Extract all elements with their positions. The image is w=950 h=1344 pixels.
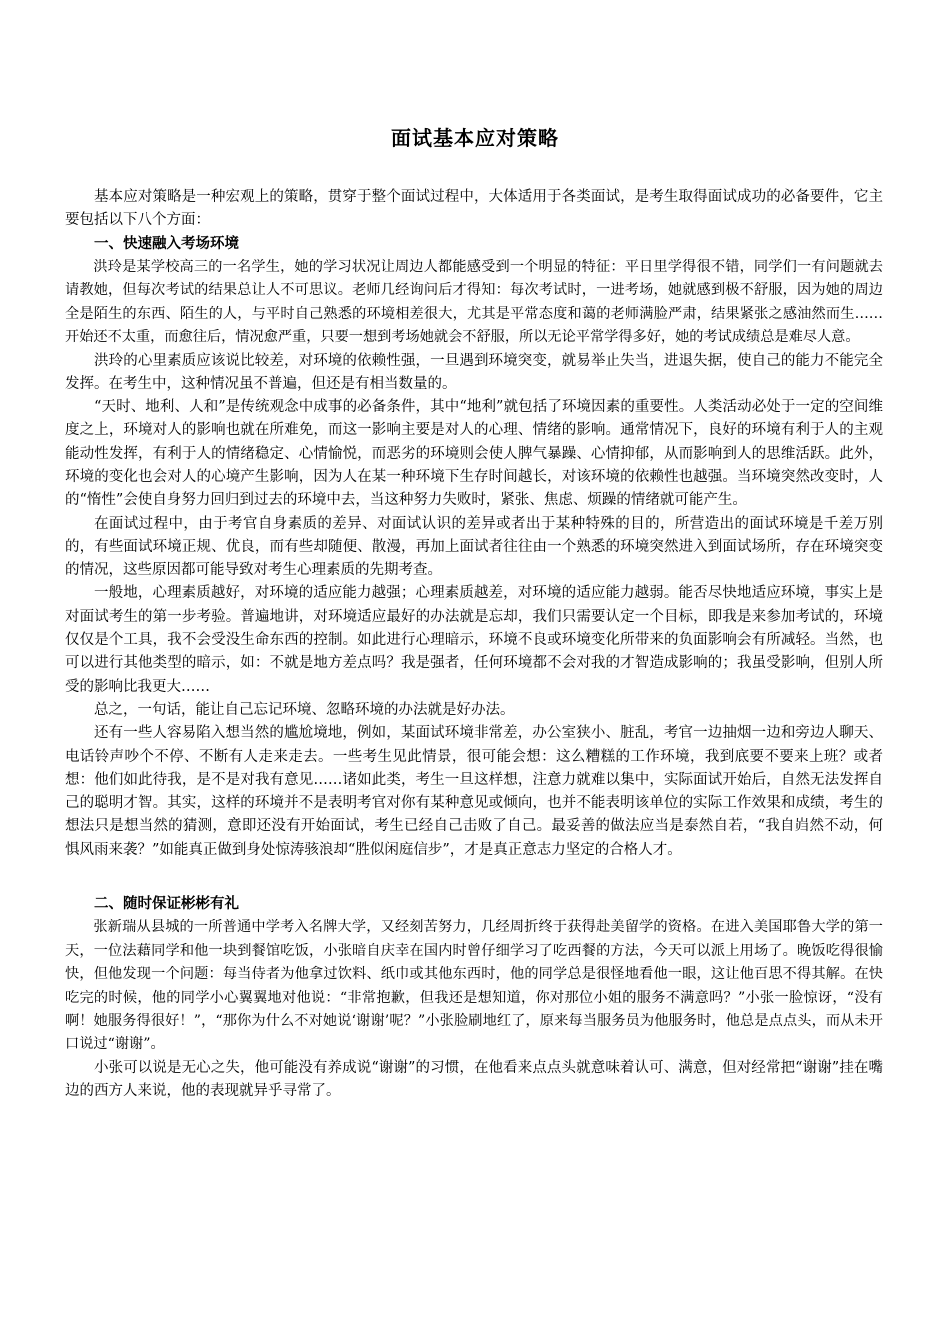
body-paragraph: 还有一些人容易陷入想当然的尴尬境地，例如，某面试环境非常差，办公室狭小、脏乱，考官一边抽烟一边和旁边人聊天、电话铃声吵个不停、不断有人走来走去。一些考生见此情景，很可能会想：这么糟糕的工作环境，我到底要不要来上班？或者想：他们如此待我，是不是对我有意见……诸如此类，考生一旦这样想，注意力就难以集中，实际面试开始后，自然无法发挥自己的聪明才智。其实，这样的环境并不是表明考官对你有某种意见或倾向，也并不能表明该单位的实际工作效果和成绩，考生的想法只是想当然的猜测，意即还没有开始面试，考生已经自己击败了自己。最妥善的做法应当是泰然自若，“我自岿然不动，何惧风雨来袭？”如能真正做到身处惊涛骇浪却“胜似闲庭信步”，才是真正意志力坚定的合格人才。 (65, 725, 883, 858)
page-title: 面试基本应对策略 (391, 126, 559, 150)
section-spacer (65, 862, 883, 893)
section-heading-1: 一、快速融入考场环境 (94, 235, 239, 252)
intro-paragraph: 基本应对策略是一种宏观上的策略，贯穿于整个面试过程中，大体适用于各类面试，是考生取得面试成功的必备要件，它主要包括以下八个方面： (65, 189, 883, 229)
case-story-paragraph: 洪玲是某学校高三的一名学生，她的学习状况让周边人都能感受到一个明显的特征：平日里学得很不错，同学们一有问题就去请教她，但每次考试的结果总让人不可思议。老师几经询问后才得知：每次考试时，一进考场，她就感到极不舒服，因为她的周边全是陌生的东西、陌生的人，与平时自己熟悉的环境相差很大，尤其是平常态度和蔼的老师满脸严肃，结果紧张之感油然而生……开始还不太重，而愈往后，情况愈严重，只要一想到考场她就会不舒服，所以无论平常学得多好，她的考试成绩总是难尽人意。 (65, 258, 883, 346)
body-paragraph: 总之，一句话，能让自己忘记环境、忽略环境的办法就是好办法。 (94, 701, 515, 718)
section-heading-2: 二、随时保证彬彬有礼 (94, 896, 239, 913)
body-paragraph: 小张可以说是无心之失，他可能没有养成说“谢谢”的习惯，在他看来点点头就意味着认可、满意，但对经常把“谢谢”挂在嘴边的西方人来说，他的表现就异乎寻常了。 (65, 1059, 883, 1100)
body-paragraph: “天时、地利、人和”是传统观念中成事的必备条件，其中“地利”就包括了环境因素的重要性。人类活动必处于一定的空间维度之上，环境对人的影响也就在所难免，而这一影响主要是对人的心理、情绪的影响。通常情况下，良好的环境有利于人的主观能动性发挥，有利于人的情绪稳定、心情愉悦，而恶劣的环境则会使人脾气暴躁、心情抑郁，从而影响到人的思维活跃。此外，环境的变化也会对人的心境产生影响，因为人在某一种环境下生存时间越长，对该环境的依赖性也越强。当环境突然改变时，人的“惰性”会使自身努力回归到过去的环境中去，当这种努力失败时，紧张、焦虑、烦躁的情绪就可能产生。 (65, 399, 883, 509)
body-paragraph: 一般地，心理素质越好，对环境的适应能力越强；心理素质越差，对环境的适应能力越弱。能否尽快地适应环境，事实上是对面试考生的第一步考验。普遍地讲，对环境适应最好的办法就是忘却，我们只需要认定一个目标，即我是来参加考试的，环境仅仅是个工具，我不会受没生命东西的控制。如此进行心理暗示，环境不良或环境变化所带来的负面影响会有所减轻。当然，也可以进行其他类型的暗示，如：不就是地方差点吗？我是强者，任何环境都不会对我的才智造成影响的；我虽受影响，但别人所受的影响比我更大…… (65, 585, 883, 695)
document-body (65, 186, 883, 1103)
case-story-paragraph: 张新瑞从县城的一所普通中学考入名牌大学，又经刻苦努力，几经周折终于获得赴美留学的资格。在进入美国耶鲁大学的第一天，一位法藉同学和他一块到餐馆吃饭，小张暗自庆幸在国内时曾仔细学习了吃西餐的方法，今天可以派上用场了。晚饭吃得很愉快，但他发现一个问题：每当侍者为他拿过饮料、纸巾或其他东西时，他的同学总是很怪地看他一眼，这让他百思不得其解。在快吃完的时候，他的同学小心翼翼地对他说：“非常抱歉，但我还是想知道，你对那位小姐的服务不满意吗？”小张一脸惊讶，“没有啊！她服务得很好！”，“那你为什么不对她说‘谢谢’呢？”小张脸刷地红了，原来每当服务员为他服务时，他总是点点头，而从未开口说过“谢谢”。 (65, 919, 883, 1053)
body-paragraph: 洪玲的心里素质应该说比较差，对环境的依赖性强，一旦遇到环境突变，就易举止失当，进退失据，使自己的能力不能完全发挥。在考生中，这种情况虽不普遍，但还是有相当数量的。 (65, 352, 883, 392)
body-paragraph: 在面试过程中，由于考官自身素质的差异、对面试认识的差异或者出于某种特殊的目的，所营造出的面试环境是千差万别的，有些面试环境正规、优良，而有些却随便、散漫，再加上面试者往往由一个熟悉的环境突然进入到面试场所，存在环境突变的情况，这些原因都可能导致对考生心理素质的先期考查。 (65, 515, 883, 579)
